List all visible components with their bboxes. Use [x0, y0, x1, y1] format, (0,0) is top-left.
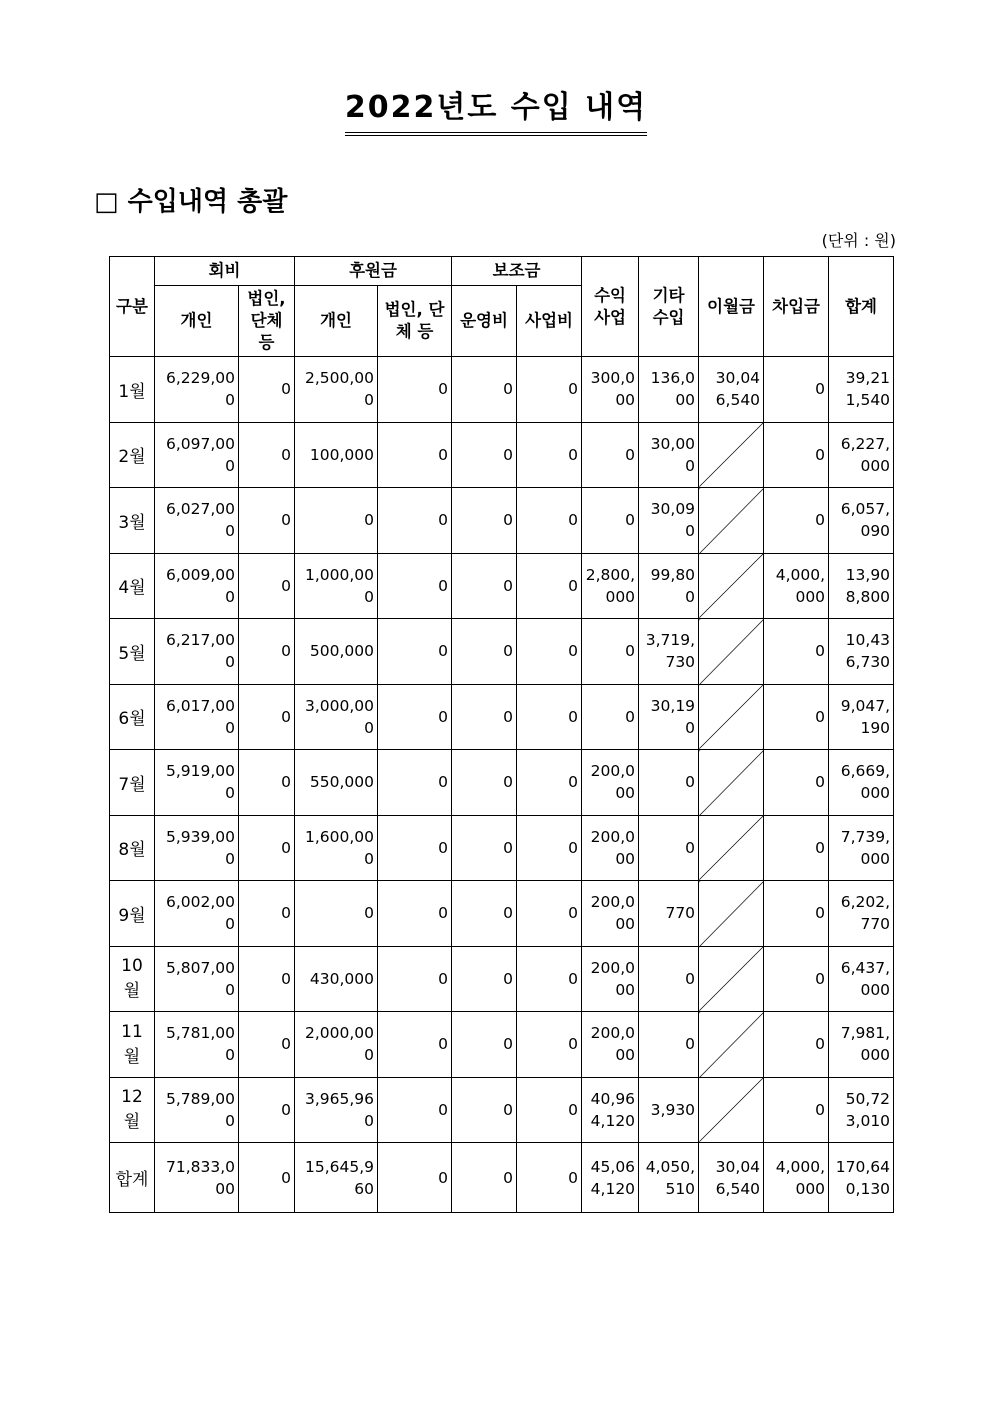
cell-subsidy-project: 0 [517, 881, 582, 947]
total-row [110, 1143, 894, 1213]
cell-total: 6,437,000 [829, 946, 894, 1012]
cell-sponsorship-corporate: 0 [378, 750, 452, 816]
cell-other-income: 136,000 [639, 357, 699, 423]
cell-sponsorship-individual: 2,500,000 [295, 357, 378, 423]
row-label: 8월 [110, 815, 155, 881]
cell-revenue-project: 200,000 [582, 750, 639, 816]
cell-membership-corporate: 0 [239, 750, 295, 816]
cell-revenue-project: 0 [582, 619, 639, 685]
cell-sponsorship-individual: 1,600,000 [295, 815, 378, 881]
empty-cell-carryover [699, 488, 764, 554]
cell-sponsorship-corporate: 0 [378, 619, 452, 685]
row-label: 7월 [110, 750, 155, 816]
column-header-subsidy-project: 사업비 [517, 286, 582, 357]
cell-carryover: 30,046,540 [699, 357, 764, 423]
cell-sponsorship-corporate: 0 [378, 1012, 452, 1078]
cell-subsidy-project: 0 [517, 488, 582, 554]
column-header-revenue-project: 수익 사업 [582, 257, 639, 357]
table-row [110, 881, 894, 947]
cell-sponsorship-corporate: 0 [378, 946, 452, 1012]
cell-membership-corporate: 0 [239, 553, 295, 619]
cell-subsidy-operating: 0 [452, 1077, 517, 1143]
cell-subsidy-operating: 0 [452, 488, 517, 554]
cell-sponsorship-individual: 2,000,000 [295, 1012, 378, 1078]
cell-revenue-project: 45,064,120 [582, 1143, 639, 1213]
cell-membership-individual: 5,789,000 [155, 1077, 239, 1143]
table-row [110, 619, 894, 685]
cell-membership-individual: 6,027,000 [155, 488, 239, 554]
cell-total: 9,047,190 [829, 684, 894, 750]
cell-membership-corporate: 0 [239, 488, 295, 554]
cell-subsidy-project: 0 [517, 750, 582, 816]
column-header-subsidy-operating: 운영비 [452, 286, 517, 357]
cell-other-income: 0 [639, 815, 699, 881]
table-row [110, 684, 894, 750]
column-header-carryover: 이월금 [699, 257, 764, 357]
column-header-sponsorship-corporate: 법인, 단체 등 [378, 286, 452, 357]
row-header: 구분 [110, 257, 155, 357]
cell-membership-corporate: 0 [239, 1077, 295, 1143]
cell-sponsorship-individual: 550,000 [295, 750, 378, 816]
row-label: 11월 [110, 1012, 155, 1078]
cell-membership-individual: 71,833,000 [155, 1143, 239, 1213]
cell-total: 7,739,000 [829, 815, 894, 881]
page-title-wrap [0, 86, 992, 136]
cell-sponsorship-corporate: 0 [378, 357, 452, 423]
empty-cell-carryover [699, 684, 764, 750]
unit-note: (단위 : 원) [821, 231, 896, 250]
table-body [110, 357, 894, 1213]
cell-borrowing: 0 [764, 946, 829, 1012]
cell-other-income: 3,719,730 [639, 619, 699, 685]
cell-borrowing: 4,000,000 [764, 553, 829, 619]
cell-sponsorship-corporate: 0 [378, 1143, 452, 1213]
cell-sponsorship-individual: 0 [295, 488, 378, 554]
cell-total: 50,723,010 [829, 1077, 894, 1143]
cell-total: 7,981,000 [829, 1012, 894, 1078]
cell-membership-individual: 6,217,000 [155, 619, 239, 685]
row-label: 12월 [110, 1077, 155, 1143]
cell-membership-corporate: 0 [239, 619, 295, 685]
cell-sponsorship-individual: 15,645,960 [295, 1143, 378, 1213]
cell-borrowing: 0 [764, 684, 829, 750]
cell-subsidy-operating: 0 [452, 946, 517, 1012]
cell-revenue-project: 200,000 [582, 1012, 639, 1078]
cell-borrowing: 0 [764, 815, 829, 881]
cell-revenue-project: 0 [582, 488, 639, 554]
row-label: 4월 [110, 553, 155, 619]
cell-other-income: 30,190 [639, 684, 699, 750]
cell-other-income: 3,930 [639, 1077, 699, 1143]
row-label: 1월 [110, 357, 155, 423]
table-row [110, 553, 894, 619]
cell-total: 6,227,000 [829, 422, 894, 488]
cell-membership-individual: 5,939,000 [155, 815, 239, 881]
cell-subsidy-project: 0 [517, 553, 582, 619]
cell-membership-individual: 6,002,000 [155, 881, 239, 947]
cell-revenue-project: 0 [582, 684, 639, 750]
cell-subsidy-project: 0 [517, 422, 582, 488]
cell-other-income: 4,050,510 [639, 1143, 699, 1213]
page-title: 2022년도 수입 내역 [345, 86, 647, 136]
cell-sponsorship-individual: 1,000,000 [295, 553, 378, 619]
empty-cell-carryover [699, 1012, 764, 1078]
column-header-borrowing: 차입금 [764, 257, 829, 357]
empty-cell-carryover [699, 422, 764, 488]
cell-membership-corporate: 0 [239, 1143, 295, 1213]
row-label: 합계 [110, 1143, 155, 1213]
column-header-total: 합계 [829, 257, 894, 357]
cell-sponsorship-individual: 430,000 [295, 946, 378, 1012]
row-label: 9월 [110, 881, 155, 947]
cell-revenue-project: 300,000 [582, 357, 639, 423]
group-header-membership: 회비 [155, 257, 295, 286]
cell-subsidy-project: 0 [517, 684, 582, 750]
cell-membership-individual: 6,097,000 [155, 422, 239, 488]
cell-subsidy-operating: 0 [452, 815, 517, 881]
cell-subsidy-operating: 0 [452, 422, 517, 488]
cell-total: 6,057,090 [829, 488, 894, 554]
cell-borrowing: 0 [764, 881, 829, 947]
group-header-subsidy: 보조금 [452, 257, 582, 286]
cell-membership-individual: 6,009,000 [155, 553, 239, 619]
table-row [110, 750, 894, 816]
cell-membership-corporate: 0 [239, 815, 295, 881]
cell-subsidy-operating: 0 [452, 684, 517, 750]
empty-cell-carryover [699, 946, 764, 1012]
cell-subsidy-operating: 0 [452, 1012, 517, 1078]
cell-subsidy-project: 0 [517, 1012, 582, 1078]
cell-sponsorship-corporate: 0 [378, 1077, 452, 1143]
cell-sponsorship-corporate: 0 [378, 422, 452, 488]
cell-membership-individual: 6,229,000 [155, 357, 239, 423]
table-row [110, 815, 894, 881]
group-header-sponsorship: 후원금 [295, 257, 452, 286]
section-heading: □ 수입내역 총괄 [94, 187, 288, 217]
column-header-sponsorship-individual: 개인 [295, 286, 378, 357]
cell-other-income: 0 [639, 946, 699, 1012]
cell-subsidy-operating: 0 [452, 619, 517, 685]
cell-borrowing: 0 [764, 488, 829, 554]
row-label: 2월 [110, 422, 155, 488]
cell-membership-corporate: 0 [239, 881, 295, 947]
cell-revenue-project: 40,964,120 [582, 1077, 639, 1143]
cell-subsidy-project: 0 [517, 815, 582, 881]
cell-revenue-project: 200,000 [582, 946, 639, 1012]
cell-subsidy-operating: 0 [452, 750, 517, 816]
cell-revenue-project: 200,000 [582, 881, 639, 947]
cell-sponsorship-corporate: 0 [378, 553, 452, 619]
cell-sponsorship-individual: 0 [295, 881, 378, 947]
row-label: 3월 [110, 488, 155, 554]
cell-total: 13,908,800 [829, 553, 894, 619]
cell-other-income: 0 [639, 1012, 699, 1078]
table-row [110, 357, 894, 423]
empty-cell-carryover [699, 881, 764, 947]
cell-borrowing: 0 [764, 357, 829, 423]
cell-borrowing: 4,000,000 [764, 1143, 829, 1213]
column-header-membership-individual: 개인 [155, 286, 239, 357]
empty-cell-carryover [699, 815, 764, 881]
cell-membership-corporate: 0 [239, 1012, 295, 1078]
column-header-membership-corporate: 법인, 단체 등 [239, 286, 295, 357]
cell-subsidy-operating: 0 [452, 881, 517, 947]
cell-membership-corporate: 0 [239, 684, 295, 750]
cell-total: 39,211,540 [829, 357, 894, 423]
cell-membership-corporate: 0 [239, 946, 295, 1012]
table-row [110, 946, 894, 1012]
cell-other-income: 30,090 [639, 488, 699, 554]
cell-subsidy-project: 0 [517, 1077, 582, 1143]
cell-revenue-project: 2,800,000 [582, 553, 639, 619]
cell-revenue-project: 0 [582, 422, 639, 488]
cell-total: 6,202,770 [829, 881, 894, 947]
cell-membership-corporate: 0 [239, 422, 295, 488]
row-label: 10월 [110, 946, 155, 1012]
cell-subsidy-project: 0 [517, 357, 582, 423]
cell-sponsorship-corporate: 0 [378, 881, 452, 947]
cell-borrowing: 0 [764, 422, 829, 488]
empty-cell-carryover [699, 1077, 764, 1143]
cell-total: 10,436,730 [829, 619, 894, 685]
cell-total: 6,669,000 [829, 750, 894, 816]
cell-sponsorship-individual: 3,000,000 [295, 684, 378, 750]
cell-sponsorship-corporate: 0 [378, 488, 452, 554]
column-header-other-income: 기타 수입 [639, 257, 699, 357]
empty-cell-carryover [699, 619, 764, 685]
cell-subsidy-project: 0 [517, 619, 582, 685]
cell-subsidy-project: 0 [517, 946, 582, 1012]
table-row [110, 422, 894, 488]
cell-other-income: 30,000 [639, 422, 699, 488]
row-label: 5월 [110, 619, 155, 685]
cell-sponsorship-individual: 100,000 [295, 422, 378, 488]
cell-subsidy-operating: 0 [452, 357, 517, 423]
cell-borrowing: 0 [764, 1012, 829, 1078]
cell-sponsorship-individual: 3,965,960 [295, 1077, 378, 1143]
empty-cell-carryover [699, 750, 764, 816]
cell-membership-individual: 5,781,000 [155, 1012, 239, 1078]
cell-subsidy-operating: 0 [452, 1143, 517, 1213]
cell-other-income: 0 [639, 750, 699, 816]
cell-other-income: 770 [639, 881, 699, 947]
cell-membership-individual: 5,919,000 [155, 750, 239, 816]
cell-sponsorship-corporate: 0 [378, 815, 452, 881]
cell-total: 170,640,130 [829, 1143, 894, 1213]
empty-cell-carryover [699, 553, 764, 619]
cell-other-income: 99,800 [639, 553, 699, 619]
cell-borrowing: 0 [764, 619, 829, 685]
cell-sponsorship-individual: 500,000 [295, 619, 378, 685]
cell-subsidy-project: 0 [517, 1143, 582, 1213]
cell-membership-individual: 6,017,000 [155, 684, 239, 750]
income-table [109, 256, 894, 1213]
table-row [110, 488, 894, 554]
cell-sponsorship-corporate: 0 [378, 684, 452, 750]
table-row [110, 1077, 894, 1143]
cell-borrowing: 0 [764, 1077, 829, 1143]
row-label: 6월 [110, 684, 155, 750]
table-row [110, 1012, 894, 1078]
cell-subsidy-operating: 0 [452, 553, 517, 619]
cell-membership-corporate: 0 [239, 357, 295, 423]
cell-borrowing: 0 [764, 750, 829, 816]
cell-carryover: 30,046,540 [699, 1143, 764, 1213]
cell-membership-individual: 5,807,000 [155, 946, 239, 1012]
cell-revenue-project: 200,000 [582, 815, 639, 881]
